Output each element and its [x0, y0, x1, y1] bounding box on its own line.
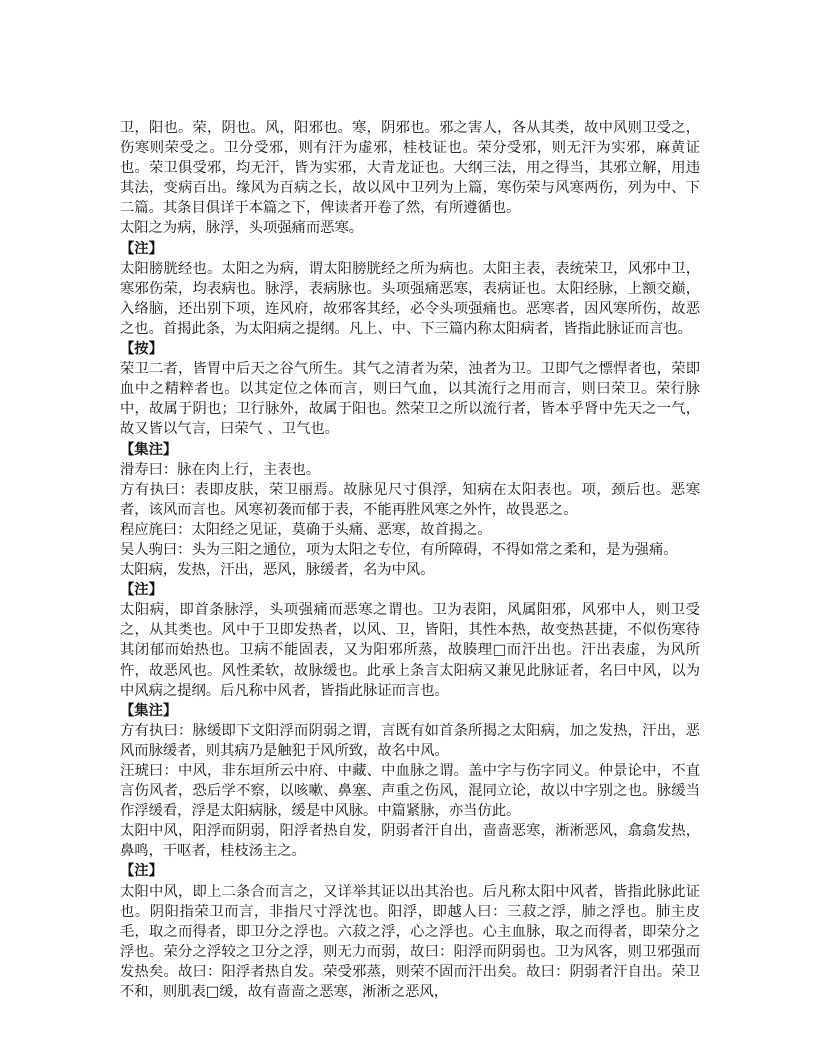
- paragraph-notes: 太阳中风，即上二条合而言之，又详举其证以出其治也。后凡称太阳中风者，皆指此脉此证也。阴阳指荣卫而言，非指尺寸浮沈也。阳浮，即越人曰：三菽之浮，肺之浮也。肺主皮毛，取之而得者，即卫分之浮也。六菽之浮，心之浮也。心主血脉，取之而得者，即荣分之浮也。荣分之浮较之卫分之浮，则无力而弱，故曰：阳浮而阴弱也。卫为风客，则卫邪强而发热矣。故曰：阳浮者热自发。荣受邪蒸，则荣不固而汗出矣。故曰：阴弱者汗自出。荣卫不和，则肌表□缓，故有啬啬之恶寒，淅淅之恶风，: [120, 883, 700, 1001]
- paragraph-remarks: 荣卫二者，皆胃中后天之谷气所生。其气之清者为荣，浊者为卫。卫即气之慓悍者也，荣即血中之精粹者也。以其定位之体而言，则曰气血，以其流行之用而言，则曰荣卫。荣行脉中，故属于阴也；卫行脉外，故属于阳也。然荣卫之所以流行者，皆本乎肾中先天之一气，故又皆以气言，曰荣气 、卫气也。: [120, 361, 700, 438]
- paragraph-intro: 卫，阳也。荣，阴也。风，阳邪也。寒，阴邪也。邪之害人，各从其类，故中风则卫受之，伤寒则荣受之。卫分受邪，则有汗为虚邪，桂枝证也。荣分受邪，则无汗为实邪，麻黄证也。荣卫俱受邪，均无汗，皆为实邪，大青龙证也。大纲三法，用之得当，其邪立解，用违其法，变病百出。缘风为百病之长，故以风中卫列为上篇，寒伤荣与风寒两伤，列为中、下二篇。其条目俱详于本篇之下，俾读者开卷了然，有所遵循也。: [120, 120, 700, 217]
- clause-wind-stroke: 太阳病，发热，汗出，恶风，脉缓者，名为中风。: [120, 562, 435, 579]
- section-heading-notes: 【注】: [120, 863, 163, 880]
- quote-wu-renju: 吴人驹曰：头为三阳之通位，项为太阳之专位，有所障碍，不得如常之柔和，是为强痛。: [120, 541, 678, 558]
- quote-wang-hu: 汪琥曰：中风，非东垣所云中府、中藏、中血脉之谓。盖中字与伤字同义。仲景论中，不直言伤风者，恐后学不察，以咳嗽、鼻塞、声重之伤风，混同立论，故以中字别之也。脉缓当作浮缓看，浮是太阳病脉，缓是中风脉。中篇紧脉，亦当仿此。: [120, 763, 700, 820]
- paragraph-notes: 太阳膀胱经也。太阳之为病，谓太阳膀胱经之所为病也。太阳主表，表统荣卫，风邪中卫，寒邪伤荣，均表病也。脉浮，表病脉也。头项强痛恶寒，表病证也。太阳经脉，上额交巅，入络脑，还出别下项，连风府，故邪客其经，必令头项强痛也。恶寒者，因风寒所伤，故恶之也。首揭此条，为太阳病之提纲。凡上、中、下三篇内称太阳病者，皆指此脉证而言也。: [120, 260, 700, 337]
- section-heading-collected-notes: 【集注】: [120, 441, 178, 458]
- section-heading-collected-notes: 【集注】: [120, 702, 178, 719]
- document-page: [120, 118, 700, 1002]
- section-heading-notes: 【注】: [120, 240, 163, 257]
- quote-hua-shou: 滑寿曰：脉在肉上行，主表也。: [120, 461, 321, 478]
- quote-cheng-yingmao: 程应旄曰：太阳经之见证，莫确于头痛、恶寒，故首揭之。: [120, 521, 492, 538]
- quote-fang-youzhi: 方有执曰：脉缓即下文阳浮而阴弱之谓，言既有如首条所揭之太阳病，加之发热，汗出，恶风而脉缓者，则其病乃是触犯于风所致，故名中风。: [120, 722, 700, 759]
- clause-taiyang-disease: 太阳之为病，脉浮，头项强痛而恶寒。: [120, 220, 364, 237]
- section-heading-remarks: 【按】: [120, 341, 163, 358]
- paragraph-notes: 太阳病，即首条脉浮，头项强痛而恶寒之谓也。卫为表阳，风属阳邪，风邪中人，则卫受之，从其类也。风中于卫即发热者，以风、卫，皆阳，其性本热，故变热甚捷，不似伤寒待其闭郁而始热也。卫病不能固表，又为阳邪所蒸，故腠理□而汗出也。汗出表虚，为风所忤，故恶风也。风性柔软，故脉缓也。此承上条言太阳病又兼见此脉证者，名曰中风，以为中风病之提纲。后凡称中风者，皆指此脉证而言也。: [120, 602, 700, 699]
- section-heading-notes: 【注】: [120, 582, 163, 599]
- quote-fang-youzhi: 方有执曰：表即皮肤，荣卫丽焉。故脉见尺寸俱浮，知病在太阳表也。项，颈后也。恶寒者，该风而言也。风寒初袭而郁于表，不能再胜风寒之外忤，故畏恶之。: [120, 481, 700, 518]
- clause-guizhi-decoction: 太阳中风，阳浮而阴弱，阳浮者热自发，阴弱者汗自出，啬啬恶寒，淅淅恶风，翕翕发热，鼻鸣，干呕者，桂枝汤主之。: [120, 823, 700, 860]
